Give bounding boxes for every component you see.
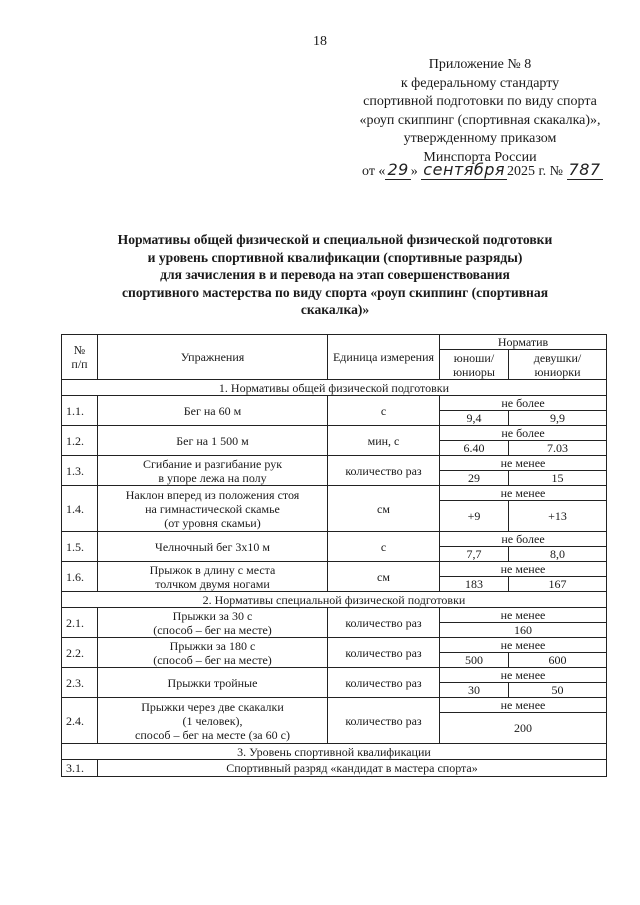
row-unit: количество раз <box>328 698 440 744</box>
document-title <box>70 231 600 319</box>
row-value-boys: 6.40 <box>440 441 509 456</box>
row-number: 2.3. <box>62 668 98 698</box>
row-number: 1.4. <box>62 486 98 532</box>
row-unit: количество раз <box>328 456 440 486</box>
row-exercise: Прыжки за 180 с (способ – бег на месте) <box>98 638 328 668</box>
title-line: Нормативы общей физической и специальной физической подготовки <box>117 232 553 247</box>
row-unit: с <box>328 396 440 426</box>
date-mid: » <box>410 164 418 179</box>
title-line: скакалка)» <box>300 302 370 318</box>
page-number: 18 <box>313 34 327 49</box>
appendix-line: Минспорта России <box>423 149 537 165</box>
row-exercise: Бег на 60 м <box>98 396 328 426</box>
table-row <box>62 760 607 777</box>
row-number: 1.1. <box>62 396 98 426</box>
row-value-boys: 9,4 <box>440 411 509 426</box>
row-unit: см <box>328 486 440 532</box>
row-value-boys: 7,7 <box>440 547 509 562</box>
row-value-girls: 9,9 <box>509 411 607 426</box>
header-norm: Норматив <box>440 335 607 350</box>
row-condition: не более <box>440 396 607 411</box>
date-prefix: от « <box>362 164 386 179</box>
header-num: № п/п <box>62 335 98 380</box>
title-line: спортивного мастерства по виду спорта «роуп скиппинг (спортивная <box>121 284 549 300</box>
row-exercise: Прыжки тройные <box>98 668 328 698</box>
row-condition: не более <box>440 532 607 547</box>
table-row <box>62 608 607 623</box>
order-date-line <box>362 160 603 180</box>
row-unit: см <box>328 562 440 592</box>
table-row <box>62 396 607 411</box>
row-condition: не менее <box>440 638 607 653</box>
row-number: 1.6. <box>62 562 98 592</box>
row-number: 2.1. <box>62 608 98 638</box>
row-value: 160 <box>440 623 607 638</box>
row-value: 200 <box>440 713 607 744</box>
section-row <box>62 592 607 608</box>
row-exercise: Прыжки через две скакалки (1 человек), способ – бег на месте (за 60 с) <box>98 698 328 744</box>
row-value-boys: +9 <box>440 501 509 532</box>
handwritten-order-number: 787 <box>568 160 601 179</box>
row-condition: не более <box>440 426 607 441</box>
row-value-boys: 29 <box>440 471 509 486</box>
appendix-line: «роуп скиппинг (спортивная скакалка)», <box>359 112 601 128</box>
row-value-girls: 7.03 <box>509 441 607 456</box>
row-condition: не менее <box>440 608 607 623</box>
row-value-boys: 500 <box>440 653 509 668</box>
row-unit: количество раз <box>328 638 440 668</box>
row-value-girls: 15 <box>509 471 607 486</box>
row-condition: не менее <box>440 456 607 471</box>
table-row <box>62 668 607 683</box>
row-condition: не менее <box>440 668 607 683</box>
row-number: 1.2. <box>62 426 98 456</box>
section-title: 1. Нормативы общей физической подготовки <box>62 380 607 396</box>
row-condition: не менее <box>440 486 607 501</box>
table-row <box>62 456 607 471</box>
table-row <box>62 486 607 501</box>
row-value-girls: 50 <box>509 683 607 698</box>
row-condition: не менее <box>440 562 607 577</box>
header-unit: Единица измерения <box>328 335 440 380</box>
title-line: и уровень спортивной квалификации (спортивные разряды) <box>147 249 523 265</box>
table-row <box>62 532 607 547</box>
row-exercise: Наклон вперед из положения стоя на гимнастической скамье (от уровня скамьи) <box>98 486 328 532</box>
header-exercise: Упражнения <box>98 335 328 380</box>
row-value-girls: 600 <box>509 653 607 668</box>
row-value-girls: 167 <box>509 577 607 592</box>
row-value-boys: 183 <box>440 577 509 592</box>
appendix-line: спортивной подготовки по виду спорта <box>363 94 597 109</box>
header-girls: девушки/ юниорки <box>509 350 607 380</box>
row-unit: количество раз <box>328 608 440 638</box>
row-number: 2.2. <box>62 638 98 668</box>
appendix-line: утвержденному приказом <box>403 131 557 146</box>
row-exercise: Прыжок в длину с места толчком двумя ногами <box>98 562 328 592</box>
row-exercise: Челночный бег 3х10 м <box>98 532 328 562</box>
row-unit: мин, с <box>328 426 440 456</box>
row-unit: количество раз <box>328 668 440 698</box>
row-number: 1.3. <box>62 456 98 486</box>
row-number: 3.1. <box>62 760 98 777</box>
handwritten-day: 29 <box>387 160 409 179</box>
norms-table <box>61 334 607 777</box>
appendix-line: Приложение № 8 <box>428 57 532 72</box>
row-number: 2.4. <box>62 698 98 744</box>
row-condition: не менее <box>440 698 607 713</box>
row-text: Спортивный разряд «кандидат в мастера спорта» <box>98 760 607 777</box>
section-row <box>62 380 607 396</box>
appendix-line: к федеральному стандарту <box>400 75 560 91</box>
row-number: 1.5. <box>62 532 98 562</box>
table-row <box>62 638 607 653</box>
row-exercise: Сгибание и разгибание рук в упоре лежа на полу <box>98 456 328 486</box>
row-unit: с <box>328 532 440 562</box>
table-row <box>62 426 607 441</box>
section-row <box>62 744 607 760</box>
title-line: для зачисления в и перевода на этап совершенствования <box>160 267 510 283</box>
section-title: 2. Нормативы специальной физической подготовки <box>62 592 607 608</box>
section-title: 3. Уровень спортивной квалификации <box>62 744 607 760</box>
handwritten-month: сентября <box>423 160 505 179</box>
table-row <box>62 562 607 577</box>
row-value-boys: 30 <box>440 683 509 698</box>
row-value-girls: +13 <box>509 501 607 532</box>
appendix-block <box>330 56 630 167</box>
row-value-girls: 8,0 <box>509 547 607 562</box>
row-exercise: Бег на 1 500 м <box>98 426 328 456</box>
table-row <box>62 698 607 713</box>
row-exercise: Прыжки за 30 с (способ – бег на месте) <box>98 608 328 638</box>
header-boys: юноши/ юниоры <box>440 350 509 380</box>
date-year: 2025 г. № <box>507 164 564 179</box>
header-row <box>62 335 607 350</box>
